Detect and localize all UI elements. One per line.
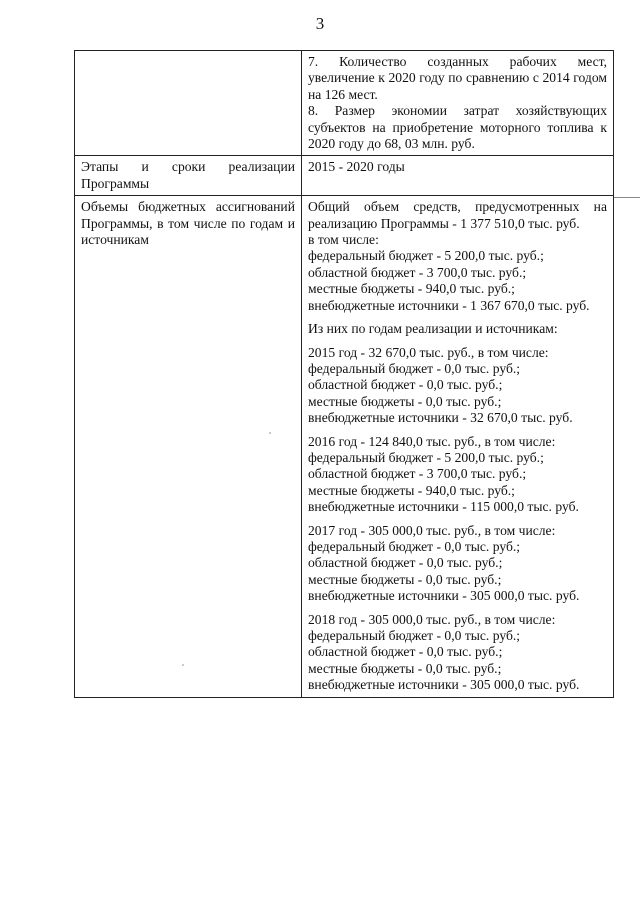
funding-total-local: местные бюджеты - 940,0 тыс. руб.;	[308, 281, 515, 297]
funding-total-regional: областной бюджет - 3 700,0 тыс. руб.;	[308, 264, 527, 280]
program-passport-table	[74, 50, 614, 698]
year-block-2018	[308, 612, 607, 694]
funding-total-federal: федеральный бюджет - 5 200,0 тыс. руб.;	[308, 248, 544, 264]
year-head: 2016 год - 124 840,0 тыс. руб., в том числе:	[308, 433, 556, 449]
year-federal: федеральный бюджет - 0,0 тыс. руб.;	[308, 538, 521, 554]
row-funding-value	[302, 196, 614, 697]
funding-total-block	[308, 199, 607, 314]
year-local: местные бюджеты - 0,0 тыс. руб.;	[308, 660, 502, 676]
year-block-2015	[308, 345, 607, 427]
row-stages-value: 2015 - 2020 годы	[302, 156, 614, 196]
indicator-7: 7. Количество созданных рабочих мест, увеличение к 2020 году по сравнению с 2014 годом на 126 мест.	[308, 54, 607, 102]
year-regional: областной бюджет - 0,0 тыс. руб.;	[308, 377, 503, 393]
year-federal: федеральный бюджет - 0,0 тыс. руб.;	[308, 628, 521, 643]
year-local: местные бюджеты - 0,0 тыс. руб.;	[308, 393, 502, 409]
year-regional: областной бюджет - 0,0 тыс. руб.;	[308, 644, 503, 660]
row-indicators-label	[75, 51, 302, 156]
year-extra: внебюджетные источники - 115 000,0 тыс. руб.	[308, 499, 579, 515]
year-head: 2018 год - 305 000,0 тыс. руб., в том числе:	[308, 611, 556, 627]
year-regional: областной бюджет - 3 700,0 тыс. руб.;	[308, 466, 527, 482]
row-indicators-value	[302, 51, 614, 156]
by-years-heading: Из них по годам реализации и источникам:	[308, 321, 558, 337]
year-federal: федеральный бюджет - 0,0 тыс. руб.;	[308, 360, 521, 376]
table-row-stages	[75, 156, 614, 196]
year-block-2016	[308, 434, 607, 516]
funding-total-intro: Общий объем средств, предусмотренных на реализацию Программы - 1 377 510,0 тыс. руб.	[308, 199, 607, 231]
scan-margin-mark	[614, 197, 640, 198]
funding-including: в том числе:	[308, 232, 379, 248]
year-local: местные бюджеты - 0,0 тыс. руб.;	[308, 571, 502, 587]
year-federal: федеральный бюджет - 5 200,0 тыс. руб.;	[308, 449, 544, 465]
row-stages-label: Этапы и сроки реализации Программы	[75, 156, 302, 196]
year-extra: внебюджетные источники - 305 000,0 тыс. руб.	[308, 588, 580, 604]
year-extra: внебюджетные источники - 305 000,0 тыс. руб.	[308, 677, 580, 693]
funding-total-extra: внебюджетные источники - 1 367 670,0 тыс. руб.	[308, 297, 590, 313]
scan-speck	[182, 664, 184, 666]
row-funding-label: Объемы бюджетных ассигнований Программы, в том числе по годам и источникам	[75, 196, 302, 697]
table-row-funding	[75, 196, 614, 697]
scan-speck	[269, 432, 271, 434]
indicator-8: 8. Размер экономии затрат хозяйствующих субъектов на приобретение моторного топлива к 2020 году до 68, 03 млн. руб.	[308, 103, 607, 152]
year-head: 2017 год - 305 000,0 тыс. руб., в том числе:	[308, 522, 556, 538]
table-row-indicators	[75, 51, 614, 156]
page-number: 3	[315, 14, 325, 33]
year-regional: областной бюджет - 0,0 тыс. руб.;	[308, 555, 503, 571]
year-extra: внебюджетные источники - 32 670,0 тыс. руб.	[308, 410, 573, 426]
year-block-2017	[308, 523, 607, 605]
year-head: 2015 год - 32 670,0 тыс. руб., в том числе:	[308, 344, 549, 360]
year-local: местные бюджеты - 940,0 тыс. руб.;	[308, 482, 515, 498]
